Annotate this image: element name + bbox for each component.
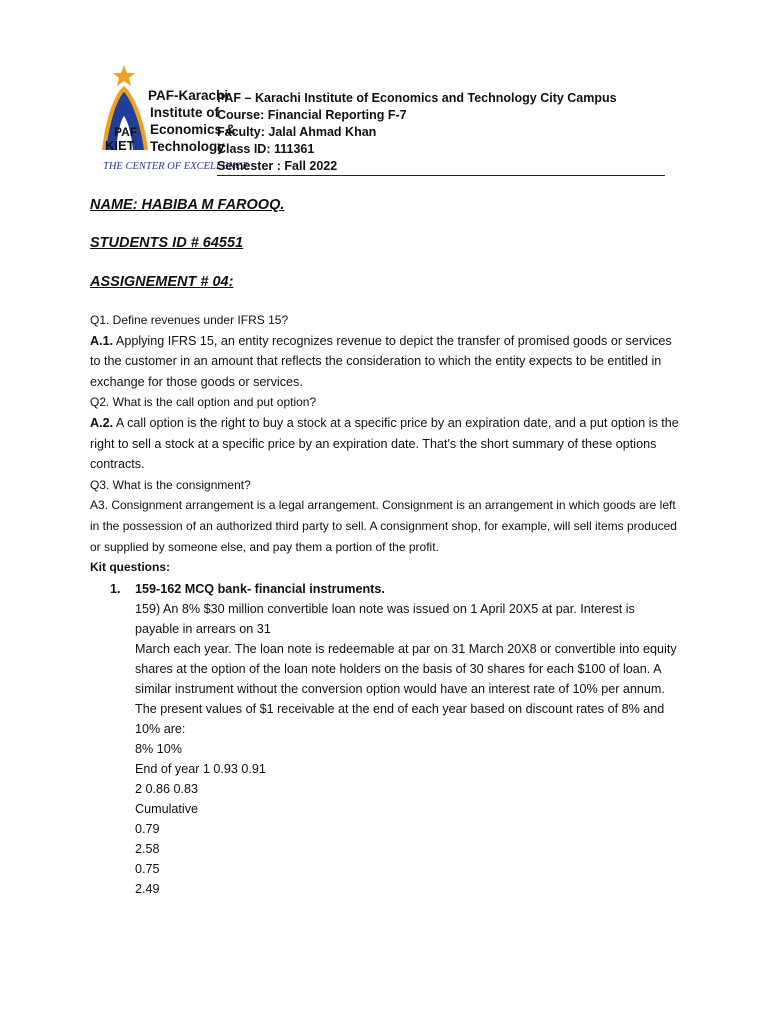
kit-question-body [110, 599, 680, 899]
semester-line: Semester : Fall 2022 [217, 159, 338, 173]
kit-questions-heading: Kit questions: [90, 560, 170, 575]
answer-1-text: Applying IFRS 15, an entity recognizes revenue to depict the transfer of promised goods or services to the customer in an amount that reflects the consideration to which the entity expects to be entitled in exchange for those goods or services. [90, 333, 672, 389]
logo-text-line1: PAF-Karachi [148, 88, 229, 103]
kit-line: 159) An 8% $30 million convertible loan note was issued on 1 April 20X5 at par. Interest is payable in arrears on 31 [135, 602, 635, 636]
kit-line: 8% 10% [135, 742, 182, 756]
assignment-title: ASSIGNEMENT # 04: [90, 274, 234, 290]
logo-text-line2: Institute of [150, 105, 219, 120]
logo-text-line3: Economics & [150, 122, 236, 137]
class-id-line: Class ID: 111361 [217, 142, 315, 156]
list-item-number: 1. [110, 582, 121, 596]
question-3: Q3. What is the consignment? [90, 477, 251, 492]
kit-line: 0.75 [135, 862, 160, 876]
institution-name: PAF – Karachi Institute of Economics and Technology City Campus [217, 91, 617, 105]
kit-question-list [110, 579, 680, 899]
qa-section [90, 310, 680, 578]
kit-line: March each year. The loan note is redeemable at par on 31 March 20X8 or convertible into equity shares at the option of the loan note holders on the basis of 30 shares for each $100 of loan. A similar instrument without the conversion option would have an interest rate of 10% per annum. [135, 642, 677, 696]
logo-tagline: THE CENTER OF EXCELLENCE [103, 161, 249, 172]
faculty-line: Faculty: Jalal Ahmad Khan [217, 125, 377, 139]
course-header [217, 90, 617, 175]
list-item-heading: 159-162 MCQ bank- financial instruments. [135, 582, 385, 596]
answer-2 [90, 413, 680, 475]
answer-2-label: A.2. [90, 415, 114, 430]
answer-1-label: A.1. [90, 333, 114, 348]
header-divider [217, 175, 665, 176]
course-line: Course: Financial Reporting F-7 [217, 108, 407, 122]
kit-line: 2.58 [135, 842, 160, 856]
student-id: STUDENTS ID # 64551 [90, 235, 244, 251]
kit-line: 2 0.86 0.83 [135, 782, 199, 796]
kit-line: The present values of $1 receivable at the end of each year based on discount rates of 8% and 10% are: [135, 702, 665, 736]
answer-2-text: A call option is the right to buy a stock at a specific price by an expiration date, and a put option is the right to sell a stock at a specific price by an expiration date. That's the short summary of these options contracts. [90, 415, 679, 472]
answer-3: A3. Consignment arrangement is a legal arrangement. Consignment is an arrangement in which goods are left in the possession of an authorized third party to sell. A consignment shop, for example, will sell items produced or supplied by someone else, and pay them a portion of the profit. [90, 498, 677, 554]
answer-1 [90, 331, 680, 393]
question-2: Q2. What is the call option and put option? [90, 395, 317, 410]
logo-kiet: KIET [105, 138, 135, 153]
student-name: NAME: HABIBA M FAROOQ. [90, 197, 285, 213]
question-1: Q1. Define revenues under IFRS 15? [90, 313, 289, 327]
list-item [110, 579, 680, 599]
logo-text-line4: Technology [150, 139, 225, 154]
kit-line: Cumulative [135, 802, 198, 816]
kit-line: 0.79 [135, 822, 160, 836]
kiet-logo [100, 64, 236, 176]
logo-paf: PAF [114, 125, 138, 139]
kit-line: 2.49 [135, 882, 160, 896]
kit-line: End of year 1 0.93 0.91 [135, 762, 266, 776]
